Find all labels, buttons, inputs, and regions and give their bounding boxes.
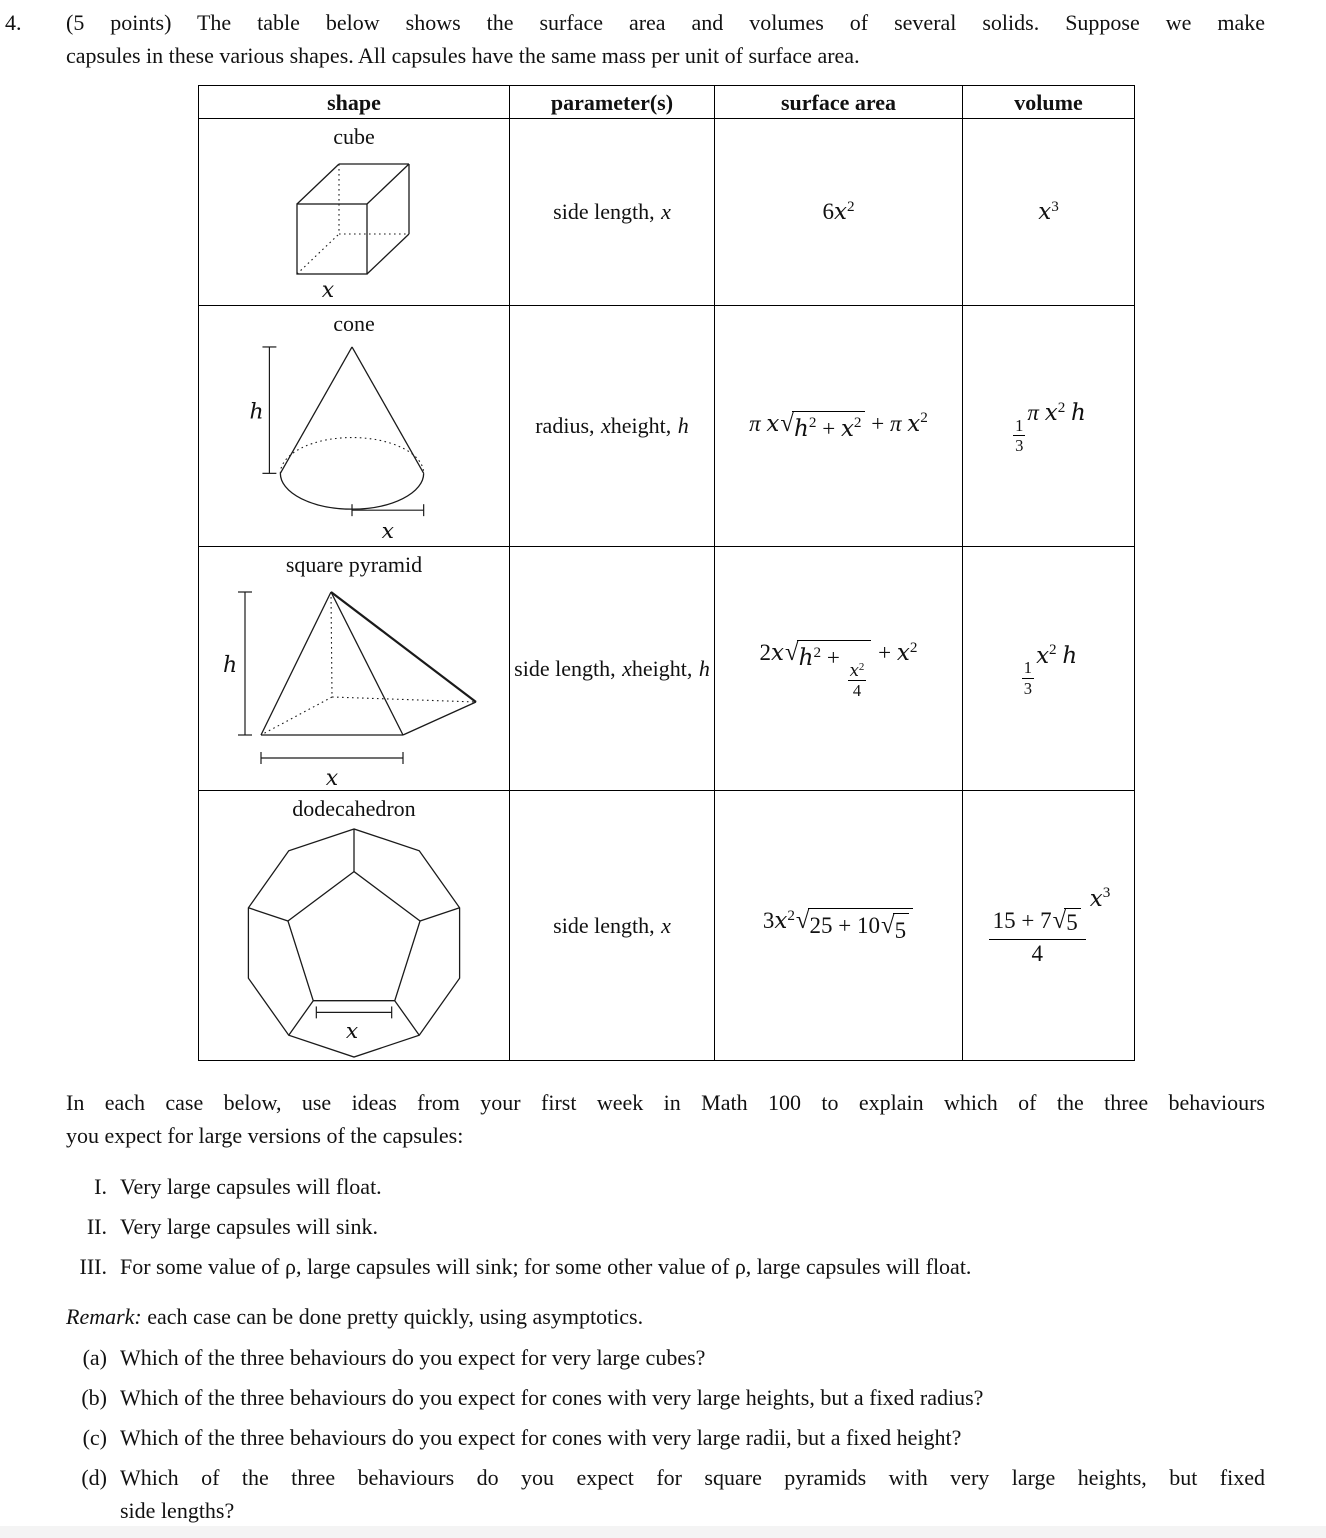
behaviour-label: I.	[94, 1174, 107, 1199]
remark-label: Remark:	[66, 1304, 142, 1329]
volume-cell-square-pyramid	[963, 547, 1134, 791]
param-label: side length,	[514, 655, 616, 681]
volume-cell-cube	[963, 119, 1134, 306]
volume-formula-square-pyramid: $\frac{1}{3}$ $x^2$ h	[1023, 641, 1078, 698]
behaviour-item	[66, 1210, 1265, 1243]
surface-cell-cube	[715, 119, 963, 306]
cone-h-label: h	[249, 399, 264, 425]
behaviour-label: II.	[86, 1214, 107, 1239]
shape-cell-dodecahedron	[199, 791, 510, 1060]
question-label: (b)	[81, 1385, 107, 1410]
shape-caption-dodecahedron: dodecahedron	[292, 796, 416, 821]
cone-drawing	[247, 339, 462, 546]
params-cell-cone	[510, 306, 715, 547]
intro-line2: you expect for large versions of the capsules:	[66, 1123, 464, 1148]
intro-line1: In each case below, use ideas from your first week in Math 100 to explain which of the three behaviours	[66, 1090, 1265, 1115]
square-pyramid-drawing	[221, 580, 487, 790]
question-label: (d)	[81, 1465, 107, 1490]
behaviour-item	[66, 1170, 1265, 1203]
shape-cell-cube	[199, 119, 510, 306]
param-label: height,	[631, 655, 693, 681]
params-cell-cube	[510, 119, 715, 306]
pyramid-x-label: x	[325, 766, 339, 790]
solids-table	[198, 85, 1135, 1061]
question-text-line2: side lengths?	[120, 1498, 235, 1523]
behaviour-text: For some value of ρ, large capsules will sink; for some other value of ρ, large capsules will float.	[120, 1254, 972, 1279]
question-item-d	[66, 1461, 1265, 1527]
surface-area-formula-cube: $6x^2$	[822, 197, 855, 225]
surface-cell-cone	[715, 306, 963, 547]
intro-paragraph	[66, 1086, 1265, 1152]
param-label: side length,	[553, 912, 655, 938]
question-label: (c)	[82, 1425, 107, 1450]
params-cell-dodecahedron	[510, 791, 715, 1060]
question-item-c	[66, 1421, 1265, 1454]
behaviour-text: Very large capsules will float.	[120, 1174, 382, 1199]
page-bottom-band	[0, 1526, 1326, 1538]
problem-text-line2: capsules in these various shapes. All capsules have the same mass per unit of surface area.	[66, 43, 860, 68]
questions-list	[66, 1341, 1265, 1527]
column-header-parameters: parameter(s)	[510, 86, 715, 119]
surface-cell-square-pyramid	[715, 547, 963, 791]
bottom-text-block	[66, 1086, 1265, 1534]
volume-formula-cone: $\frac{1}{3}$ π $x^2$ h	[1015, 398, 1086, 456]
behaviour-item	[66, 1250, 1265, 1283]
dodecahedron-x-label: x	[345, 1019, 359, 1045]
shape-cell-square-pyramid	[199, 547, 510, 791]
surface-area-formula-square-pyramid: 2x √ $h^2$ + $\frac{x^2}{4}$ + $x^2$	[759, 638, 918, 701]
column-header-surface-area: surface area	[715, 86, 963, 119]
param-symbol: x	[622, 655, 632, 681]
param-symbol: h	[677, 413, 689, 438]
volume-formula-cube: $x^3$	[1038, 197, 1059, 225]
cube-x-label: x	[321, 278, 335, 302]
question-item-b	[66, 1381, 1265, 1414]
param-label: side length,	[553, 199, 655, 224]
surface-area-formula-cone: π x √ $h^2 + x^2$ + π $x^2$	[749, 407, 928, 446]
column-header-volume: volume	[963, 86, 1134, 119]
question-label: (a)	[82, 1345, 107, 1370]
param-symbol: x	[661, 199, 671, 224]
params-cell-square-pyramid	[510, 547, 715, 791]
remark-paragraph	[66, 1300, 1265, 1333]
dodecahedron-drawing	[234, 824, 474, 1060]
pyramid-h-label: h	[223, 653, 238, 678]
shape-caption-cone: cone	[333, 311, 375, 336]
column-header-shape: shape	[199, 86, 510, 119]
param-symbol: x	[661, 912, 671, 938]
shape-caption-square-pyramid: square pyramid	[285, 552, 423, 577]
behaviour-text: Very large capsules will sink.	[120, 1214, 379, 1239]
surface-area-formula-dodecahedron: $3x^2$ √ 25 + 10 √ 5	[763, 904, 914, 947]
param-label: radius,	[535, 413, 595, 438]
param-label: height,	[610, 413, 672, 438]
shape-caption-cube: cube	[333, 124, 375, 149]
behaviour-label: III.	[79, 1254, 107, 1279]
cube-drawing	[279, 152, 429, 302]
remark-text: each case can be done pretty quickly, using asymptotics.	[147, 1304, 644, 1329]
problem-number: 4.	[5, 10, 22, 35]
question-text-line1: Which of the three behaviours do you expect for square pyramids with very large heights, but fixed	[120, 1465, 1265, 1490]
shape-cell-cone	[199, 306, 510, 547]
question-item-a	[66, 1341, 1265, 1374]
problem-statement	[5, 6, 1265, 72]
question-text: Which of the three behaviours do you expect for cones with very large heights, but a fixed radius?	[120, 1385, 984, 1410]
cone-x-label: x	[381, 519, 394, 545]
param-symbol: x	[601, 413, 611, 438]
behaviours-list	[66, 1170, 1265, 1283]
question-text	[120, 1461, 1265, 1527]
problem-text-line1: (5 points) The table below shows the surface area and volumes of several solids. Suppose we make	[66, 10, 1265, 35]
param-symbol: h	[698, 655, 710, 681]
question-text: Which of the three behaviours do you expect for very large cubes?	[120, 1345, 706, 1370]
question-text: Which of the three behaviours do you expect for cones with very large radii, but a fixed height?	[120, 1425, 962, 1450]
surface-cell-dodecahedron	[715, 791, 963, 1060]
volume-formula-dodecahedron: 15 + 7 √ 5 4 $x^3$	[987, 882, 1111, 969]
volume-cell-dodecahedron	[963, 791, 1134, 1060]
volume-cell-cone	[963, 306, 1134, 547]
